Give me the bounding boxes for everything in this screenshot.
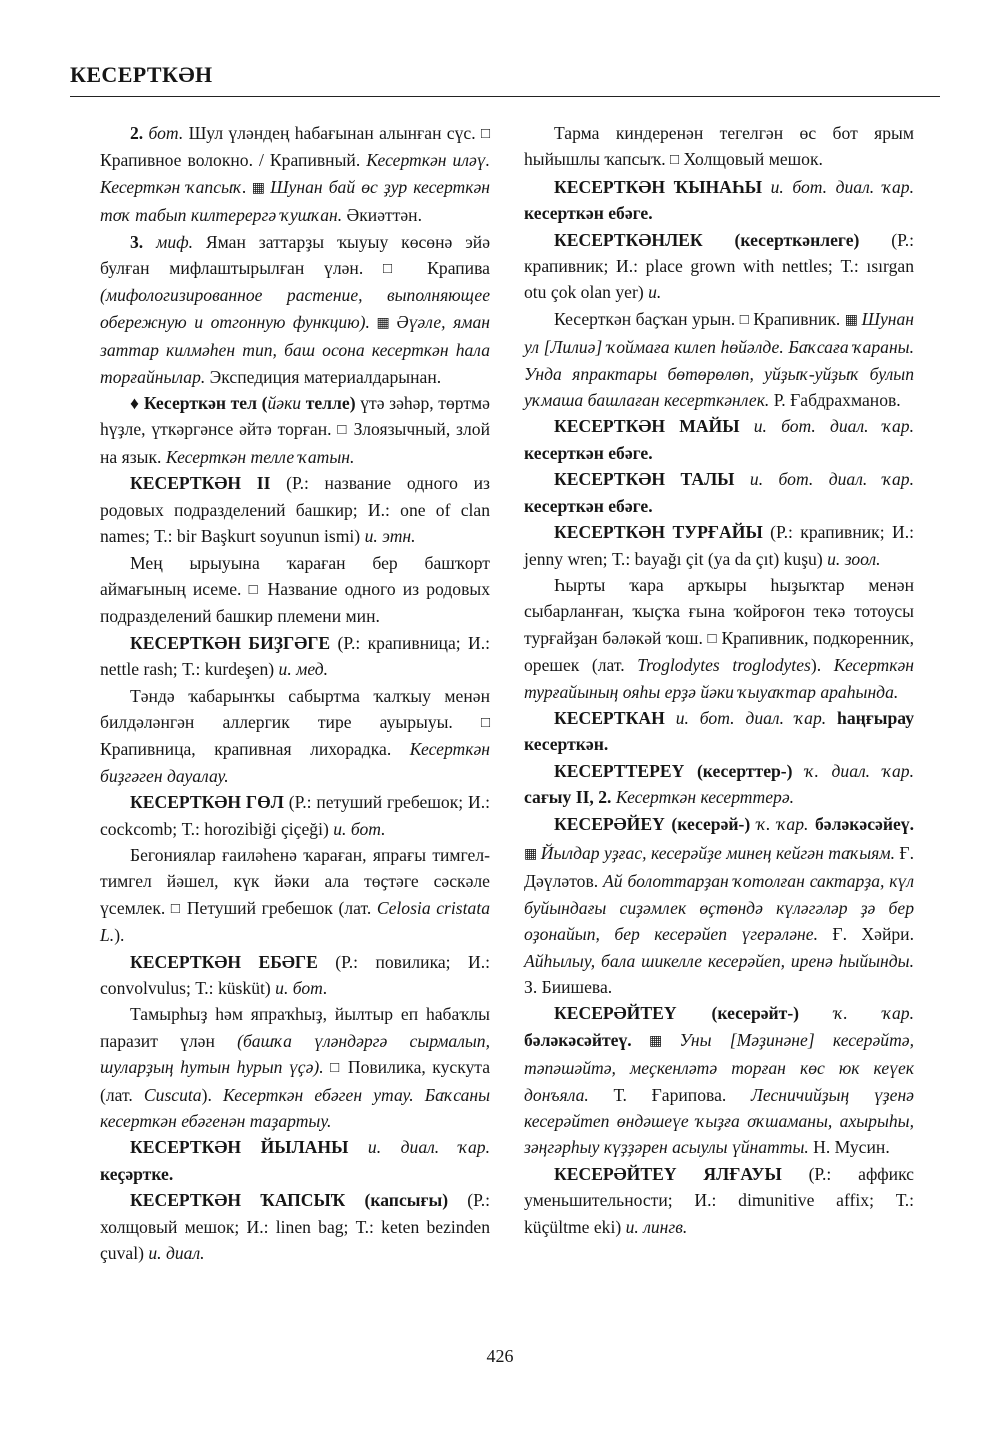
example: Cuscuta [143,1084,202,1105]
example: Шунан бай өс ҙур кесерткән тоҡ табып килтерергә ҡушҡан. [100,176,491,226]
text: үтә зәһәр, төртмә һүҙле, үткәргәнсе әйтә торған. [100,393,490,440]
entry-taly [524,466,914,519]
headword: КЕСЕРТКӘНЛЕК (кесерткәнлеге) [554,229,860,250]
entry-kapsyk [100,1187,490,1266]
text: Тарма киндеренән тегелгән өс бот ярым һыйышлы ҡапсыҡ. [524,123,914,170]
entry-keserayew [524,811,914,1001]
square-marker: □ [170,900,182,917]
quote-marker: ▦ [369,315,397,331]
quote-marker: ▦ [524,846,541,862]
example: Troglodytes troglodytes [637,655,811,676]
square-marker: □ [480,126,490,142]
text: Крапивник. [748,308,845,329]
text: Шул үләндең һабағынан алынған сүс. [183,123,481,143]
example: Лесничийҙың үҙенә кесерәйтеп өндәшеүе ҡыҙға оҡшаманы, ахырыһы, зәңгәрһыу күҙҙәрен асыулы үйнатты. [524,1084,914,1158]
entry-kesertterew [524,758,914,811]
text: (Р.: крапивник; И.: place grown with nettles; Т.: ısırgan otu çok olan yer) [524,229,914,303]
example: Кесерткән биҙгәген дауалау. [100,739,490,786]
square-marker: □ [480,714,490,731]
entry-kesertkan [524,705,914,758]
entry-idiom [100,390,490,470]
text: Крапивник, подкоренник, орешек (лат. [524,627,915,676]
source: Экспедиция материалдарынан. [205,366,442,387]
example: Кесерткән телле ҡатын. [165,446,355,467]
source: З. Биишева. [524,977,613,997]
headword: КЕСЕРТКӘН II [130,473,271,494]
label: и. лингв. [625,1216,688,1237]
sense-number: 2. [130,123,149,143]
text: (Р.: холщовый мешок; И.: linen bag; Т.: keten bezinden çuval) [100,1190,490,1264]
entry-bizgege [100,630,490,683]
running-header [70,62,940,97]
text: (Р.: повилика; И.: convolvulus; Т.: küsküt) [100,951,490,998]
text: Крапивница, крапивная лихорадка. [100,739,410,760]
label: и. мед. [278,659,329,680]
text: Кесерткән баҫҡан урын. [554,308,740,329]
text: Название одного из родовых подразделений башкир племени мин. [100,578,491,627]
square-marker: □ [248,581,261,598]
label: миф. [156,231,194,252]
entry-mayy [524,413,914,466]
text [348,1137,368,1157]
square-marker: □ [337,422,348,439]
label: и. бот. [275,978,328,998]
text: Повилика, кускута (лат. [100,1057,491,1105]
example: Айһылыу, бала шикелле кесерәйеп, иренә һыйынды. [524,950,914,971]
headword: КЕСЕРТКӘН ГӨЛ [130,792,284,813]
headword: КЕСЕРТКӘН МАЙЫ [554,416,740,437]
label: йәки [267,393,302,414]
headword: КЕСЕРТКӘН ТАЛЫ [554,469,735,490]
headword: КЕСЕРТТЕРЕҮ (кесерттер-) [554,760,793,781]
text: Тәндә ҡабарынҡы сабыртма ҡалҡыу менән билдәләнгән аллергик тире ауырыуы. [100,685,490,732]
entry-definition [100,842,490,949]
square-marker: □ [739,311,749,328]
square-marker: □ [707,630,717,647]
entry-kynahy [524,174,914,227]
source: Р. Ғабдрахманов. [769,390,901,411]
source: Ғ. Хәйри. [817,924,914,945]
text: (Р.: название одного из родовых подразделений башкир; И.: one of clan names; Т.: bir Başkurt soyunun ismi) [100,473,490,547]
example: (мифологизированное растение, выполняющее обережную и отгонную функцию). [100,285,490,332]
left-column [100,120,490,1266]
label: бот. [148,123,184,143]
entry-sense-3 [100,229,490,390]
text: Крапива [407,258,490,279]
headword: КЕСЕРТКӘН ТУРҒАЙЫ [554,522,763,543]
example: Ай болоттарҙан ҡотолған сактарҙа, күл буйындағы сиҙәмлек өҫтөндә күләгәләр ҙә бер оҙонайып, бер кесерәйеп үгерәләне. [524,871,914,945]
cross-reference: бәләкәсәйтеү. [524,1029,632,1050]
headword: КЕСЕРӘЙЕҮ (кесерәй-) [554,813,751,834]
label: и. диал. ҡар. [367,1137,490,1158]
text: ). [810,655,834,676]
example: Әүәле, яман заттар килмәһен тип, баш осона кесерткән һала торғайнылар. [100,311,491,387]
label: и. бот. диал. ҡар. [675,707,827,728]
label: и. бот. диал. ҡар. [770,176,914,197]
label: и. этн. [364,526,416,547]
example: Кесерткән кесерттерә. [615,787,795,808]
text: (Р.: аффикс уменьшительности; И.: dimunitive affix; Т.: küçültme eki) [524,1163,914,1237]
text: Крапивное волокно. / Крапивный. [100,150,367,171]
entry-kesertkenlek [524,227,914,306]
square-marker: □ [670,152,680,169]
example: Кесерткән иләү. Кесерткән ҡапсыҡ. [100,150,490,197]
cross-reference: кесерткән ебәге. [524,495,653,516]
label: и. зоол. [827,548,881,569]
example: (башҡа үләндәргә сырмалып, шуларҙың һутын һурып үҫә). [100,1030,490,1078]
source: Н. Мусин. [808,1137,890,1158]
headword: КЕСЕРТКӘН ҠАПСЫҠ (капсығы) [130,1190,449,1211]
entry-kesertken-ii [100,470,490,549]
text: (Р.: крапивница; И.: nettle rash; Т.: kurdeşen) [100,632,490,680]
text [665,708,676,728]
entry-definition [524,120,914,174]
entry-turgayy [524,519,914,572]
text: Бегониялар ғаиләһенә ҡараған, япрағы тимгел-тимгел йәшел, күк йәки ала төҫтәге сәскәле үсемлек. [100,844,490,918]
text: Злоязычный, злой на язык. [100,419,490,467]
text: Петуший гребешок (лат. [181,897,377,918]
entry-sense-2 [100,120,490,229]
entry-definition [100,683,490,790]
cross-reference: кесерткән ебәге. [524,442,653,463]
cross-reference: сағыу II, 2. [524,787,612,808]
text [734,469,749,489]
text: Холщовый мешок. [679,149,823,170]
square-marker: □ [382,261,408,278]
text: ). [114,925,125,946]
text: Һырты ҡара арҡыры һыҙыҡтар менән сыбарланған, ҡыҫҡа ғына ҡойроғон текә тотоусы турғайҙан бәләкәй ҡош. [524,574,914,648]
text [799,1003,834,1023]
quote-marker: ▦ [844,312,862,328]
cross-reference: һаңғырау кесерткән. [524,707,914,755]
label: ҡ. ҡар. [834,1003,914,1024]
headword: ♦ Кесерткән тел ( [130,393,268,414]
text: ). [201,1084,224,1105]
entry-ebege [100,949,490,1002]
text [762,177,771,197]
example: Celosia cristata L. [100,897,491,946]
sense-number: 3. [130,231,157,252]
label: и. бот. [333,818,386,839]
text: (Р.: петуший гребешок; И.: cockcomb; Т.: horozibiği çiçeği) [100,792,490,839]
source: Ғ. Дәүләтов. [524,842,914,892]
entry-yylany [100,1134,490,1187]
text: Тамырһыҙ һәм япраҡһыҙ, йылтыр еп һабаҡлы паразит үлән [100,1004,490,1051]
square-marker: □ [330,1060,342,1077]
text [740,416,754,436]
entry-gol [100,789,490,842]
headword: КЕСЕРӘЙТЕҮ (кесерәйт-) [554,1003,800,1024]
label: и. бот. диал. ҡар. [753,416,914,437]
label: и. [648,282,662,303]
headword: КЕСЕРӘЙТЕҮ ЯЛҒАУЫ [554,1163,782,1184]
example: Кесерткән ебәген утау. Баҡсаны кесерткән ебәгенән таҙартыу. [100,1084,491,1132]
text: (Р.: крапивник; И.: jenny wren; Т.: bayağı çit (ya da çıt) kuşu) [524,522,914,569]
entry-yalgauy [524,1161,914,1240]
example: Уны [Мәҙинәне] кесерәйтә, тәпәшәйтә, меҫкенләтә торған көс юк кеүек донъяла. [524,1029,914,1105]
header-title: КЕСЕРТКӘН [70,62,213,87]
headword: КЕСЕРТКӘН ҠЫНАҺЫ [554,176,763,197]
text [750,814,757,834]
example: Шунан ул [Лилиә] ҡоймаға килеп һөйәлде. Баҡсаға ҡараны. Унда япрактары бөтөрөлөп, уйҙыҡ-уйҙыҡ булып уҡмаша башлаған кесерткәнлек. [524,308,915,411]
label: ҡ. диал. ҡар. [805,760,914,781]
quote-marker: ▦ [246,180,271,196]
source: Әкиәттән. [342,205,423,226]
headword: КЕСЕРТКАН [554,707,665,728]
text [793,761,806,781]
cross-reference: кеҫәртке. [100,1163,174,1184]
cross-reference: кесерткән ебәге. [524,203,653,224]
entry-definition [524,306,914,414]
headword: КЕСЕРТКӘН ЕБӘГЕ [130,951,318,972]
label: и. бот. диал. ҡар. [749,469,915,490]
text: Мең ырыуына ҡараған бер башҡорт аймағының исеме. [100,552,490,599]
text: Яман заттарҙы ҡыуыу көсөнә эйә булған мифлаштырылған үлән. [100,231,490,279]
page-number: 426 [486,1346,514,1366]
label: ҡ. ҡар. [756,813,809,834]
cross-reference: бәләкәсәйеү. [808,813,914,834]
source: Т. Ғарипова. [588,1084,751,1105]
example: Кесерткән турғайының ояһы ерҙә йәки ҡыуаҡтар араһында. [524,655,914,702]
entry-definition [524,572,914,705]
quote-marker: ▦ [631,1033,680,1049]
example: Йылдар уҙғас, кесерәйҙе минең кейгән таҡыям. [540,842,895,863]
headword: телле) [301,393,356,414]
entry-keseraytew [524,1000,914,1160]
entry-definition [100,1001,490,1134]
label: и. диал. [148,1243,205,1264]
headword: КЕСЕРТКӘН ЙЫЛАНЫ [130,1137,349,1158]
headword: КЕСЕРТКӘН БИҘГӘГЕ [130,632,331,653]
right-column [524,120,914,1240]
entry-definition [100,550,490,630]
